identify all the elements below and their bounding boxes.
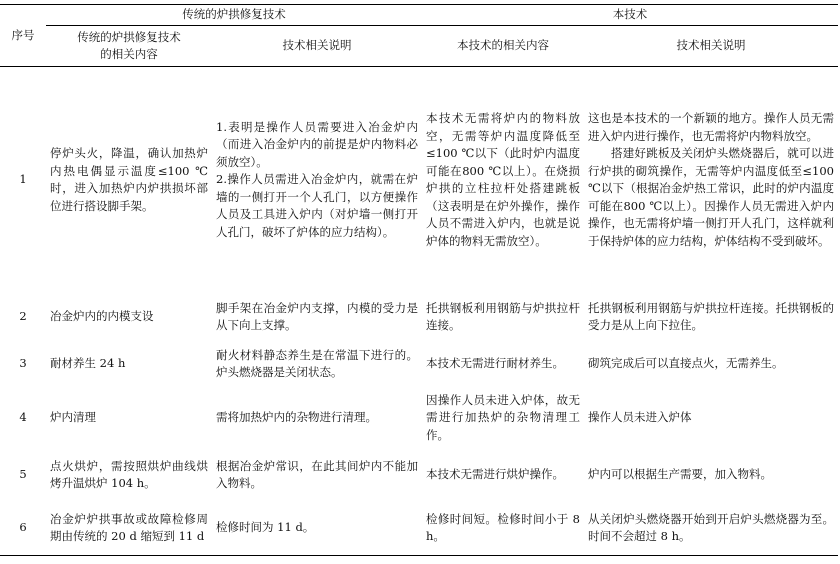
row-this-content: 本技术无需进行烘炉操作。 — [426, 467, 564, 482]
header-seq: 序号 — [0, 5, 46, 67]
table-header-row-group — [0, 5, 838, 26]
table-row — [0, 449, 838, 501]
row-seq: 3 — [19, 356, 27, 371]
row-seq: 2 — [19, 309, 27, 324]
table-header-row-sub — [0, 26, 838, 67]
row-this-desc-part2: 搭建好跳板及关闭炉头燃烧器后，就可以进行炉拱的砌筑操作，无需等炉内温度低至≤100 ℃以下（根据冶金炉热工常识，此时的炉内温度可能在800 ℃以上）。因操作人员无需进入炉内操作，也无需将炉墙一侧打开人孔门，这样就利于保持炉体的应力结构，炉体结构不受到破坏。 — [588, 146, 834, 248]
row-trad-content: 停炉头火，降温，确认加热炉内热电偶显示温度≤100 ℃时，进入加热炉内炉拱损坏部位进行搭设脚手架。 — [50, 146, 208, 213]
row-this-desc — [584, 67, 838, 294]
row-trad-content: 耐材养生 24 h — [50, 356, 126, 371]
row-trad-content: 冶金炉炉拱事故或故障检修周期由传统的 20 d 缩短到 11 d — [46, 501, 212, 556]
row-trad-desc: 需将加热炉内的杂物进行清理。 — [216, 410, 377, 425]
row-trad-desc-part2: 2.操作人员需进入冶金炉内，就需在炉墙的一侧打开一个人孔门，以方便操作人员及工具进入炉内（对炉墙一侧打开人孔门，破坏了炉体的应力结构）。 — [216, 172, 418, 239]
row-seq: 5 — [19, 467, 27, 482]
row-this-content: 检修时间短。检修时间小于 8 h。 — [422, 501, 584, 556]
header-trad-desc: 技术相关说明 — [212, 26, 422, 67]
row-this-desc: 从关闭炉头燃烧器开始到开启炉头燃烧器为至。时间不会超过 8 h。 — [584, 501, 838, 556]
header-this-content: 本技术的相关内容 — [422, 26, 584, 67]
row-seq: 6 — [0, 501, 46, 556]
row-this-desc: 托拱钢板利用钢筋与炉拱拉杆连接。托拱钢板的受力是从上向下拉住。 — [588, 300, 834, 332]
row-this-desc: 砌筑完成后可以直接点火，无需养生。 — [588, 356, 784, 371]
table-row — [0, 293, 838, 341]
row-trad-desc: 脚手架在冶金炉内支撑，内模的受力是从下向上支撑。 — [216, 300, 418, 332]
row-this-content: 因操作人员未进入炉体，故无需进行加热炉的杂物清理工作。 — [426, 392, 580, 442]
table-row — [0, 341, 838, 387]
header-group-traditional: 传统的炉拱修复技术 — [46, 5, 422, 26]
row-seq: 4 — [19, 410, 27, 425]
row-this-desc: 炉内可以根据生产需要，加入物料。 — [588, 467, 772, 482]
table-row — [0, 387, 838, 449]
table-row — [0, 67, 838, 294]
row-trad-desc — [212, 67, 422, 294]
row-this-content: 托拱钢板利用钢筋与炉拱拉杆连接。 — [426, 300, 580, 332]
table-row — [0, 501, 838, 556]
row-this-content: 本技术无需将炉内的物料放空，无需等炉内温度降低至≤100 ℃以下（此时炉内温度可能在800 ℃以上）。在烧损炉拱的立柱拉杆处搭建跳板（这表明是在炉外操作，操作人员不需进入炉内，也就是说炉体的物料无需放空）。 — [426, 111, 580, 248]
row-seq: 1 — [19, 172, 27, 187]
header-trad-content-line1: 传统的炉拱修复技术 — [77, 29, 181, 44]
row-trad-desc: 根据冶金炉常识，在此其间炉内不能加入物料。 — [216, 458, 418, 490]
row-trad-content: 点火烘炉，需按照烘炉曲线烘烤升温烘炉 104 h。 — [50, 458, 208, 490]
row-this-desc: 操作人员未进入炉体 — [588, 410, 692, 425]
row-trad-content: 炉内清理 — [50, 410, 96, 425]
row-trad-desc: 检修时间为 11 d。 — [212, 501, 422, 556]
header-trad-content — [46, 26, 212, 67]
header-this-desc: 技术相关说明 — [584, 26, 838, 67]
row-trad-desc: 耐火材料静态养生是在常温下进行的。炉头燃烧器是关闭状态。 — [216, 347, 418, 379]
row-trad-content: 冶金炉内的内模支设 — [50, 309, 154, 324]
row-trad-desc-part1: 1.表明是操作人员需要进入冶金炉内（而进入冶金炉内的前提是炉内物料必须放空）。 — [216, 119, 418, 169]
row-this-desc-part1: 这也是本技术的一个新颖的地方。操作人员无需进入炉内进行操作，也无需将炉内物料放空。 — [588, 111, 834, 143]
header-group-this: 本技术 — [422, 5, 838, 26]
header-trad-content-line2: 的相关内容 — [100, 47, 158, 61]
row-this-content: 本技术无需进行耐材养生。 — [426, 356, 564, 371]
comparison-table — [0, 4, 838, 556]
